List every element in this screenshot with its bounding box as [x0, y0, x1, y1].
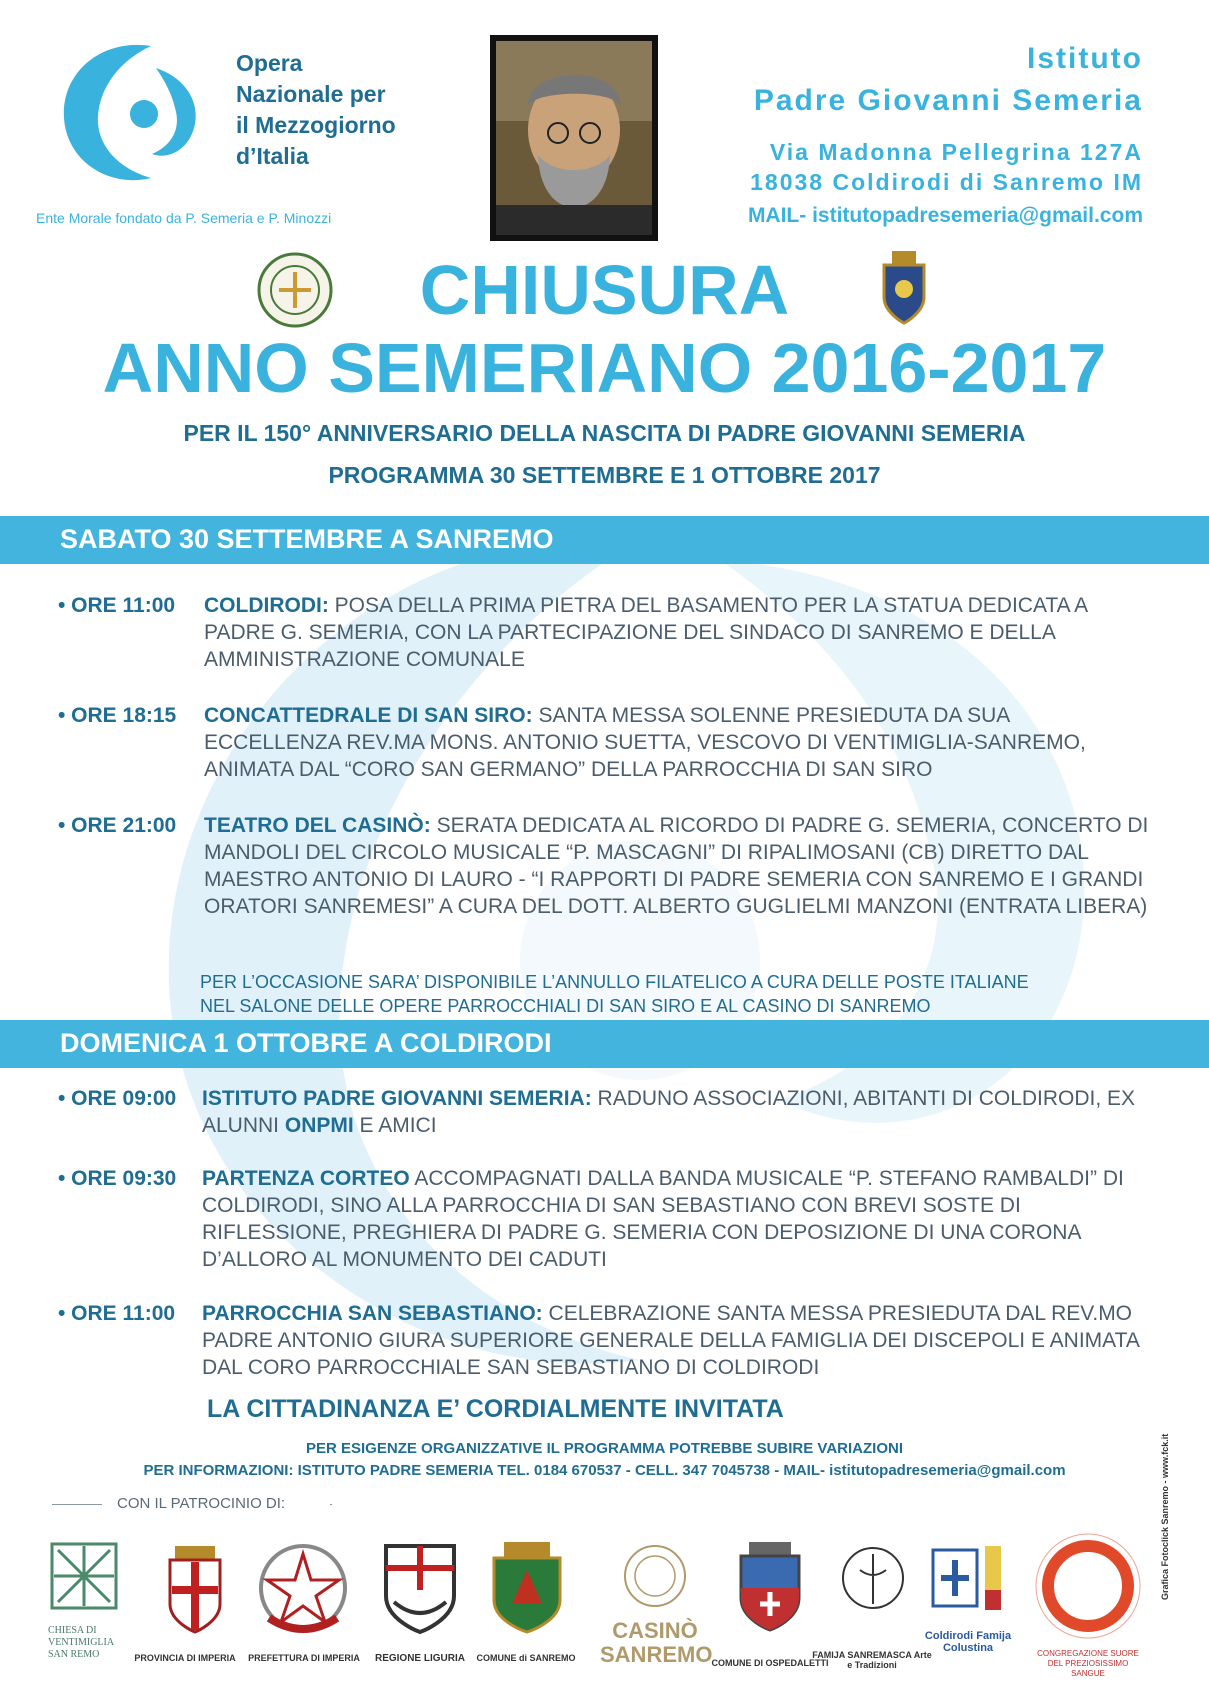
day1-band: [0, 516, 1209, 564]
provincia-crest-icon: [160, 1540, 230, 1640]
event-time: • ORE 09:30: [58, 1167, 177, 1190]
famija-emblem-icon: [838, 1540, 908, 1620]
address-line: 18038 Coldirodi di Sanremo IM: [750, 169, 1143, 195]
logo-caption: COMUNE di SANREMO: [476, 1653, 576, 1663]
republic-star-icon: [255, 1540, 351, 1636]
onpmi-logo: [56, 38, 206, 188]
logo-caption: Coldirodi Famija Colustina: [924, 1630, 1012, 1654]
logo-chiesa-ventimiglia: [48, 1540, 128, 1661]
patronage-label: CON IL PATROCINIO DI:: [117, 1495, 286, 1512]
anniversary-subtitle: PER IL 150° ANNIVERSARIO DELLA NASCITA DI PADRE GIOVANNI SEMERIA: [183, 420, 1026, 446]
ospedaletti-crest-icon: [735, 1540, 805, 1636]
event-item: [58, 1300, 1178, 1382]
event-text: [204, 812, 1149, 920]
org-name-line: d’Italia: [236, 143, 309, 169]
divider: [330, 1504, 332, 1505]
event-text: [202, 1085, 1147, 1139]
logo-regione-liguria: [380, 1540, 460, 1641]
logo-caption: CASINÒ SANREMO: [600, 1618, 713, 1667]
org-name-line: Nazionale per: [236, 81, 386, 107]
invitation: LA CITTADINANZA E’ CORDIALMENTE INVITATA: [207, 1395, 784, 1423]
event-text: [204, 592, 1149, 673]
program-dates: PROGRAMMA 30 SETTEMBRE E 1 OTTOBRE 2017: [328, 462, 881, 488]
info-variations: PER ESIGENZE ORGANIZZATIVE IL PROGRAMMA POTREBBE SUBIRE VARIAZIONI: [306, 1440, 903, 1457]
event-description: SERATA DEDICATA AL RICORDO DI PADRE G. SEMERIA, CONCERTO DI MANDOLI DEL CIRCOLO MUSICALE “P. MASCAGNI” DI RIPALIMOSANI (CB) DIRETTO DAL MAESTRO ANTONIO DI LAURO - “I RAPPORTI DI PADRE SEMERIA CON SANREMO E I GRANDI ORATORI SANREMESI” A CURA DEL DOTT. ALBERTO GUGLIELMI MANZONI (ENTRATA LIBERA): [204, 814, 1149, 918]
sanremo-crest-icon: [488, 1540, 566, 1636]
institute-title: [754, 38, 1143, 122]
event-description-end: E AMICI: [353, 1114, 437, 1137]
event-place: PARROCCHIA SAN SEBASTIANO:: [202, 1302, 543, 1325]
logo-caption: PREFETTURA DI IMPERIA: [248, 1653, 360, 1663]
event-place: ISTITUTO PADRE GIOVANNI SEMERIA:: [202, 1087, 592, 1110]
logo-caption: COMUNE DI OSPEDALETTI: [711, 1658, 829, 1668]
logo-provincia-imperia: [160, 1540, 230, 1645]
day2-band: [0, 1020, 1209, 1068]
logo-caption: FAMIJA SANREMASCA Arte e Tradizioni: [812, 1650, 932, 1670]
logo-caption: PROVINCIA DI IMPERIA: [134, 1653, 236, 1663]
portrait-illustration: [490, 35, 658, 241]
event-item: [58, 702, 1178, 784]
event-place: TEATRO DEL CASINÒ:: [204, 814, 431, 837]
note-line: NEL SALONE DELLE OPERE PARROCCHIALI DI SAN SIRO E AL CASINO DI SANREMO: [200, 996, 931, 1016]
logo-prefettura: [255, 1540, 351, 1641]
logo-caption: CONGREGAZIONE SUORE DEL PREZIOSISSIMO SANGUE: [1037, 1649, 1139, 1678]
divider: [52, 1504, 102, 1505]
org-subtitle: Ente Morale fondato da P. Semeria e P. Minozzi: [36, 210, 332, 226]
event-text: [202, 1165, 1147, 1273]
logo-caption: REGIONE LIGURIA: [374, 1653, 465, 1664]
org-name-line: il Mezzogiorno: [236, 112, 396, 138]
logo-suore-preziosissimo-sangue: [1030, 1528, 1146, 1679]
title-line2: ANNO SEMERIANO 2016-2017: [102, 329, 1107, 407]
day2-heading: DOMENICA 1 OTTOBRE A COLDIRODI: [60, 1028, 552, 1058]
red-ring-icon: [1030, 1528, 1146, 1644]
note-line: PER L’OCCASIONE SARA’ DISPONIBILE L’ANNULLO FILATELICO A CURA DELLE POSTE ITALIANE: [200, 972, 1029, 992]
onpmi-bold: ONPMI: [284, 1114, 354, 1137]
graphics-credit: Grafica Fotoclick Sanremo - www.fck.it: [1160, 1433, 1170, 1600]
event-item: [58, 1085, 1178, 1141]
day1-heading: SABATO 30 SETTEMBRE A SANREMO: [60, 524, 554, 554]
org-name: [236, 48, 396, 172]
casino-emblem-icon: [600, 1540, 710, 1614]
event-description: SANTA MESSA SOLENNE PRESIEDUTA DA SUA ECCELLENZA REV.MA MONS. ANTONIO SUETTA, VESCOVO DI VENTIMIGLIA-SANREMO, ANIMATA DAL “CORO SAN GERMANO” DELLA PARROCCHIA DI SAN SIRO: [204, 704, 1086, 781]
liguria-shield-icon: [380, 1540, 460, 1636]
logo-comune-ospedaletti: [735, 1540, 805, 1641]
event-time: • ORE 21:00: [58, 814, 177, 837]
event-place: COLDIRODI:: [204, 594, 329, 617]
logo-comune-sanremo: [488, 1540, 566, 1641]
event-place: PARTENZA CORTEO: [202, 1167, 410, 1190]
event-time: • ORE 11:00: [58, 1302, 176, 1325]
event-description: ACCOMPAGNATI DALLA BANDA MUSICALE “P. STEFANO RAMBALDI” DI COLDIRODI, SINO ALLA PARROCCHIA DI SAN SEBASTIANO CON BREVI SOSTE DI RIFLESSIONE, PREGHIERA DI PADRE G. SEMERIA CON DEPOSIZIONE DI UNA CORONA D’ALLORO AL MONUMENTO DEI CADUTI: [202, 1167, 1124, 1271]
philatelic-note: [200, 970, 1160, 1018]
portrait-photo: [490, 35, 658, 241]
event-time: • ORE 18:15: [58, 704, 177, 727]
logo-famija-sanremasca: [838, 1540, 908, 1625]
institute-line: Istituto: [1027, 42, 1143, 75]
event-text: [202, 1300, 1147, 1381]
event-item: [58, 592, 1178, 674]
info-contacts: PER INFORMAZIONI: ISTITUTO PADRE SEMERIA TEL. 0184 670537 - CELL. 347 7045738 - MAIL- istitutopadresemeria@gmail.com: [143, 1462, 1066, 1479]
institute-line: Padre Giovanni Semeria: [753, 84, 1143, 117]
logo-caption: CHIESA DI VENTIMIGLIA SAN REMO: [48, 1625, 114, 1660]
logo-casino-sanremo: [600, 1540, 713, 1667]
logo-coldirodi: [925, 1540, 1013, 1633]
event-time: • ORE 09:00: [58, 1087, 177, 1110]
institute-mail: MAIL- istitutopadresemeria@gmail.com: [747, 204, 1143, 227]
event-item: [58, 1165, 1178, 1275]
event-description: CELEBRAZIONE SANTA MESSA PRESIEDUTA DAL REV.MO PADRE ANTONIO GIURA SUPERIORE GENERALE DELLA FAMIGLIA DEI DISCEPOLI E ANIMATA DAL CORO PARROCCHIALE SAN SEBASTIANO DI COLDIRODI: [202, 1302, 1139, 1379]
event-time: • ORE 11:00: [58, 594, 176, 617]
event-text: [204, 702, 1149, 783]
event-description: RADUNO ASSOCIAZIONI, ABITANTI DI COLDIRODI, EX ALUNNI: [202, 1087, 1136, 1137]
event-item: [58, 812, 1178, 947]
coldirodi-emblem-icon: [925, 1540, 1013, 1628]
address-line: Via Madonna Pellegrina 127A: [769, 139, 1143, 165]
institute-address: [750, 137, 1143, 197]
org-name-line: Opera: [236, 50, 303, 76]
knot-emblem-icon: [48, 1540, 120, 1620]
title-line1: CHIUSURA: [419, 251, 790, 329]
event-description: POSA DELLA PRIMA PIETRA DEL BASAMENTO PER LA STATUA DEDICATA A PADRE G. SEMERIA, CON LA PARTECIPAZIONE DEL SINDACO DI SANREMO E DELLA AMMINISTRAZIONE COMUNALE: [204, 594, 1088, 671]
event-place: CONCATTEDRALE DI SAN SIRO:: [204, 704, 533, 727]
